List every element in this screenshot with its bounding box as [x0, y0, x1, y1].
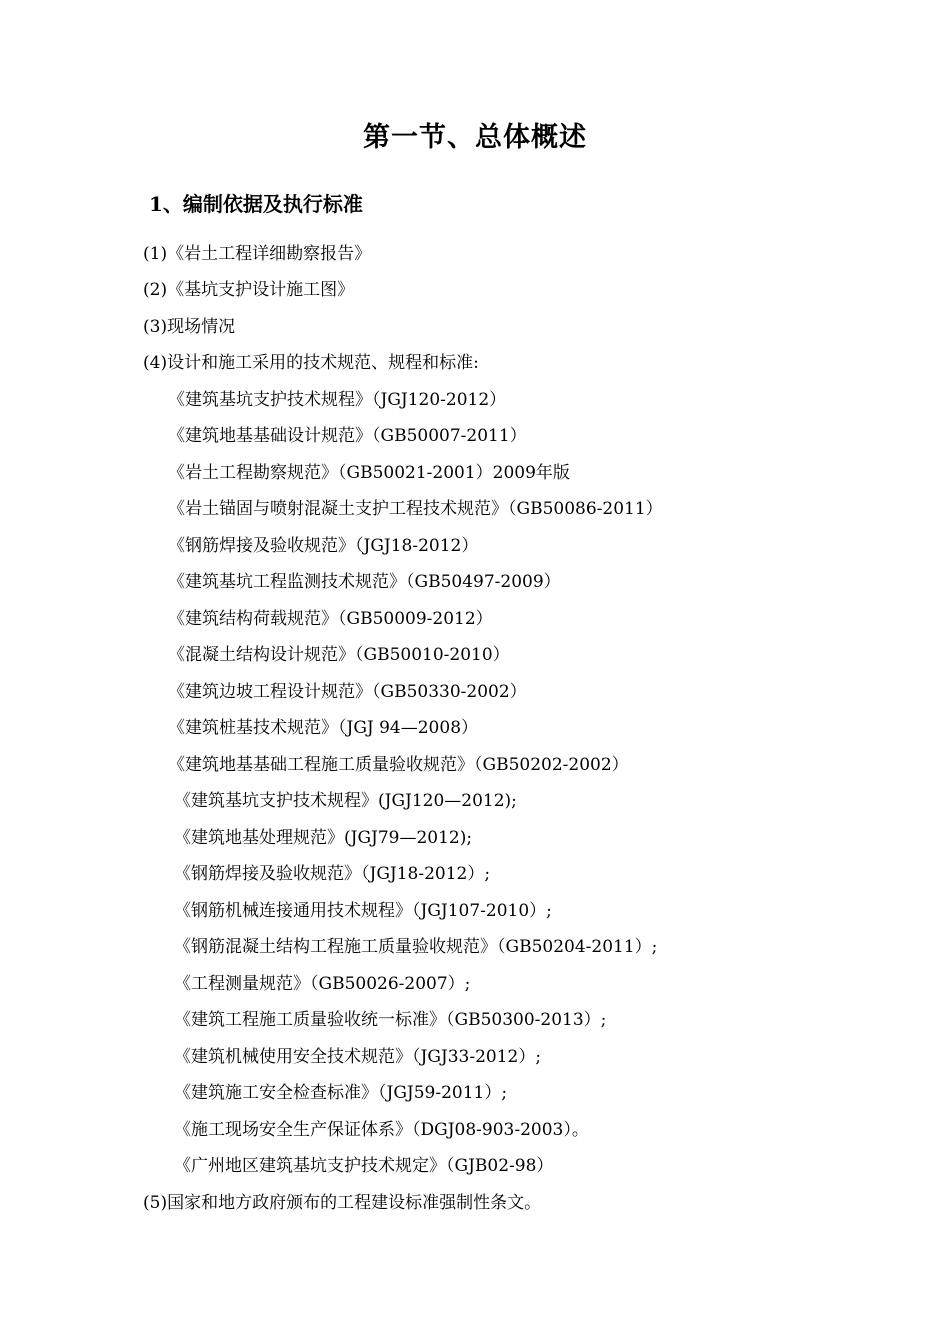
standard-item: 《岩土工程勘察规范》（GB50021-2001）2009年版 — [168, 463, 570, 483]
section-heading: 1、编制依据及执行标准 — [149, 192, 363, 216]
standard-item: 《广州地区建筑基坑支护技术规定》（GJB02-98） — [174, 1156, 554, 1176]
standard-item: 《建筑基坑支护技术规程》(JGJ120—2012); — [174, 791, 517, 811]
standard-item: 《建筑结构荷载规范》（GB50009-2012） — [168, 609, 493, 629]
standard-item: 《建筑地基基础工程施工质量验收规范》（GB50202-2002） — [168, 755, 629, 775]
standard-item: 《岩土锚固与喷射混凝土支护工程技术规范》（GB50086-2011） — [168, 499, 663, 519]
standard-item: 《建筑施工安全检查标准》（JGJ59-2011）; — [174, 1083, 508, 1103]
standard-item: 《施工现场安全生产保证体系》（DGJ08-903-2003）。 — [174, 1120, 589, 1140]
standard-item: 《建筑工程施工质量验收统一标准》（GB50300-2013）; — [174, 1010, 607, 1030]
standard-item: 《建筑地基处理规范》(JGJ79—2012); — [174, 828, 473, 848]
list-item: (2)《基坑支护设计施工图》 — [143, 280, 355, 300]
standard-item: 《混凝土结构设计规范》（GB50010-2010） — [168, 645, 510, 665]
standard-item: 《钢筋焊接及验收规范》（JGJ18-2012）; — [174, 864, 491, 884]
page-title: 第一节、总体概述 — [363, 122, 587, 153]
standard-item: 《建筑地基基础设计规范》（GB50007-2011） — [168, 426, 527, 446]
list-item: (1)《岩土工程详细勘察报告》 — [143, 244, 372, 264]
standard-item: 《工程测量规范》（GB50026-2007）; — [174, 974, 471, 994]
list-item: (5)国家和地方政府颁布的工程建设标准强制性条文。 — [143, 1193, 542, 1213]
standard-item: 《建筑机械使用安全技术规范》（JGJ33-2012）; — [174, 1047, 542, 1067]
standard-item: 《建筑边坡工程设计规范》（GB50330-2002） — [168, 682, 527, 702]
standard-item: 《建筑桩基技术规范》（JGJ 94—2008） — [168, 718, 479, 738]
standard-item: 《钢筋焊接及验收规范》（JGJ18-2012） — [168, 536, 479, 556]
list-item: (4)设计和施工采用的技术规范、规程和标准: — [143, 353, 479, 373]
standard-item: 《钢筋机械连接通用技术规程》（JGJ107-2010）; — [174, 901, 552, 921]
standard-item: 《钢筋混凝土结构工程施工质量验收规范》（GB50204-2011）; — [174, 937, 658, 957]
standard-item: 《建筑基坑工程监测技术规范》（GB50497-2009） — [168, 572, 561, 592]
list-item: (3)现场情况 — [143, 317, 236, 337]
standard-item: 《建筑基坑支护技术规程》（JGJ120-2012） — [168, 390, 507, 410]
